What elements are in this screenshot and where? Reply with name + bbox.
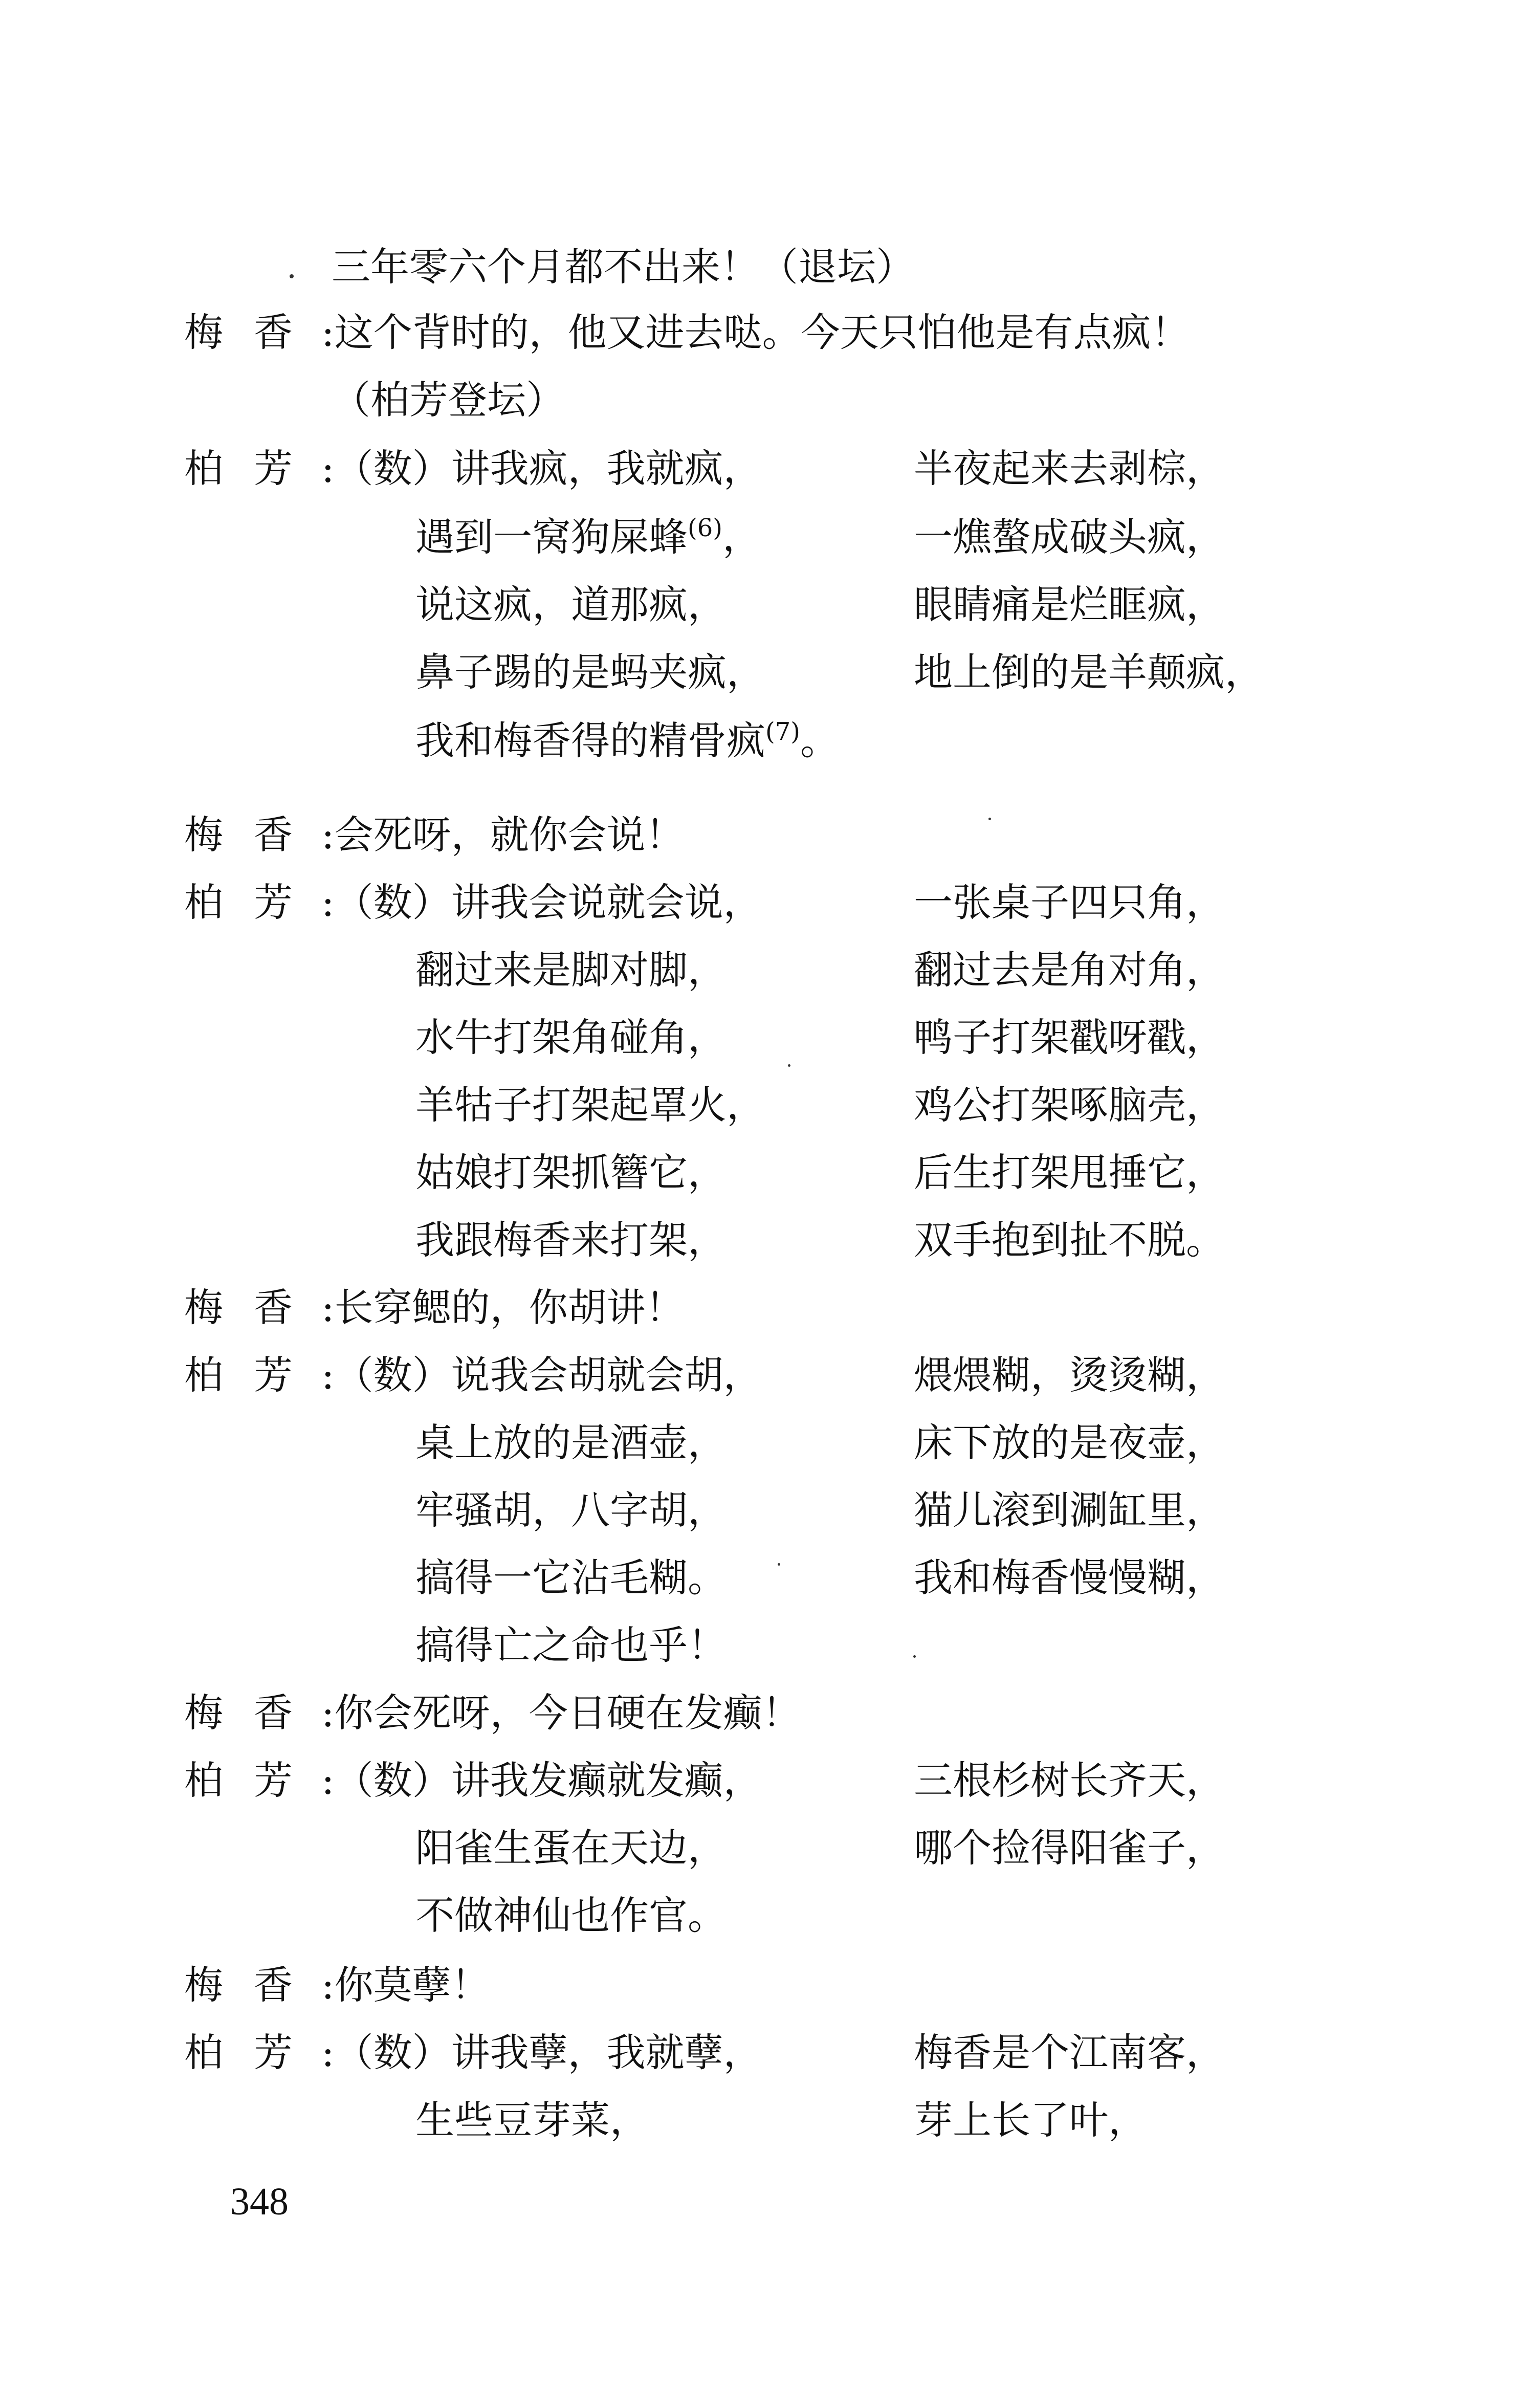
verse-left: 说这疯，道那疯， xyxy=(415,582,727,627)
text-line xyxy=(415,574,1388,635)
text-line xyxy=(184,302,1361,363)
verse-right: 鸭子打架戳呀戳， xyxy=(914,1015,1225,1060)
text-line xyxy=(332,369,565,431)
verse-right: 翻过去是角对角， xyxy=(914,947,1225,993)
text-line xyxy=(184,1682,1361,1744)
text-line xyxy=(184,1955,1361,2016)
verse-left: 阳雀生蛋在天边， xyxy=(415,1825,727,1871)
verse-left: :（数）讲我发癫就发癫， xyxy=(321,1758,762,1803)
speaker-name: 梅香 xyxy=(184,310,323,355)
speaker-name: 梅香 xyxy=(184,1962,323,2008)
verse-right: 半夜起来去剥棕， xyxy=(914,446,1225,491)
text-line xyxy=(415,642,1388,703)
text-line xyxy=(184,1277,1361,1338)
verse-left: 水牛打架角碰角， xyxy=(415,1015,727,1060)
continuation-text: 三年零六个月都不出来！（退坛） xyxy=(332,244,915,290)
verse-right: 床下放的是夜壶， xyxy=(914,1420,1225,1465)
verse-left: 羊牯子打架起罩火， xyxy=(415,1082,765,1128)
speaker-name: 柏芳 xyxy=(184,2030,323,2075)
verse-left: :（数）说我会胡就会胡， xyxy=(321,1352,762,1398)
speaker-name: 梅香 xyxy=(184,812,323,858)
verse-right: 眼睛痛是烂眶疯， xyxy=(914,582,1225,627)
text-line xyxy=(415,1412,1388,1474)
stage-direction: （柏芳登坛） xyxy=(332,377,565,423)
footnote-marker: (6) xyxy=(688,514,722,542)
text-line xyxy=(415,939,1388,1001)
scan-speck xyxy=(778,1563,780,1566)
speech-text: :会死呀，就你会说！ xyxy=(321,812,685,858)
verse-left: 不做神仙也作官。 xyxy=(415,1893,727,1938)
verse-right: 我和梅香慢慢糊， xyxy=(914,1555,1225,1600)
speech-text: :这个背时的，他又进去哒。今天只怕他是有点疯！ xyxy=(321,310,1190,355)
speech-text: :你会死呀，今日硬在发癫！ xyxy=(321,1690,801,1736)
verse-left: :（数）讲我疯，我就疯， xyxy=(321,446,762,491)
text-line xyxy=(184,804,1361,866)
verse-right: 三根杉树长齐天， xyxy=(914,1758,1225,1803)
verse-right: 后生打架甩捶它， xyxy=(914,1150,1225,1195)
verse-left: 遇到一窝狗屎蜂$^{(6)}$， xyxy=(415,514,761,560)
speaker-name: 柏芳 xyxy=(184,1758,323,1803)
verse-left: 我跟梅香来打架， xyxy=(415,1217,727,1263)
verse-left: 搞得一它沾毛糊。 xyxy=(415,1555,727,1600)
speaker-name: 柏芳 xyxy=(184,446,323,491)
verse-left: :（数）讲我会说就会说， xyxy=(321,880,762,925)
text-line xyxy=(415,1615,1388,1676)
verse-right: 鸡公打架啄脑壳， xyxy=(914,1082,1225,1128)
text-line xyxy=(415,1007,1388,1068)
verse-right: 地上倒的是羊颠疯， xyxy=(914,649,1264,695)
scan-speck xyxy=(788,1064,790,1067)
verse-left: 鼻子踢的是蚂夹疯， xyxy=(415,649,765,695)
scan-speck xyxy=(988,818,991,820)
text-line xyxy=(415,2090,1388,2151)
verse-left: :（数）讲我孽，我就孽， xyxy=(321,2030,762,2075)
speech-text: :长穿鳃的，你胡讲！ xyxy=(321,1285,685,1330)
verse-right: 一燋螯成破头疯， xyxy=(914,514,1225,560)
speaker-name: 梅香 xyxy=(184,1690,323,1736)
text-line xyxy=(415,1210,1388,1271)
verse-left: 牢骚胡，八字胡， xyxy=(415,1487,727,1533)
verse-right: 双手抱到扯不脱。 xyxy=(914,1217,1225,1263)
speaker-name: 柏芳 xyxy=(184,880,323,925)
verse-right: 猫儿滚到涮缸里， xyxy=(914,1487,1225,1533)
verse-left: 我和梅香得的精骨疯$^{(7)}$。 xyxy=(415,717,839,763)
text-line xyxy=(415,1817,1388,1879)
scan-speck xyxy=(290,274,294,278)
text-line xyxy=(415,1547,1388,1609)
verse-left: 生些豆芽菜， xyxy=(415,2097,649,2143)
text-line xyxy=(184,438,1361,499)
verse-left: 翻过来是脚对脚， xyxy=(415,947,727,993)
text-line xyxy=(415,507,1388,568)
text-line xyxy=(184,1750,1361,1811)
text-line xyxy=(415,1142,1388,1203)
text-line xyxy=(415,1885,1388,1946)
text-line xyxy=(415,1074,1388,1136)
verse-left: 搞得亡之命也乎！ xyxy=(415,1622,727,1668)
speaker-name: 梅香 xyxy=(184,1285,323,1330)
verse-right: 梅香是个江南客， xyxy=(914,2030,1225,2075)
text-line xyxy=(184,872,1361,933)
verse-right: 哪个捡得阳雀子， xyxy=(914,1825,1225,1871)
text-line xyxy=(184,2022,1361,2083)
text-line xyxy=(332,236,915,298)
footnote-marker: (7) xyxy=(765,717,800,746)
verse-right: 一张桌子四只角， xyxy=(914,880,1225,925)
text-line xyxy=(184,1345,1361,1406)
text-line xyxy=(415,710,1388,772)
verse-left: 桌上放的是酒壶， xyxy=(415,1420,727,1465)
text-line xyxy=(415,1480,1388,1541)
verse-right: 煨煨糊，烫烫糊， xyxy=(914,1352,1225,1398)
speaker-name: 柏芳 xyxy=(184,1352,323,1398)
page-number: 348 xyxy=(230,2180,289,2223)
speech-text: :你莫孽！ xyxy=(321,1962,490,2008)
scan-speck xyxy=(913,1655,916,1658)
verse-left: 姑娘打架抓簪它， xyxy=(415,1150,727,1195)
verse-right: 芽上长了叶， xyxy=(914,2097,1147,2143)
